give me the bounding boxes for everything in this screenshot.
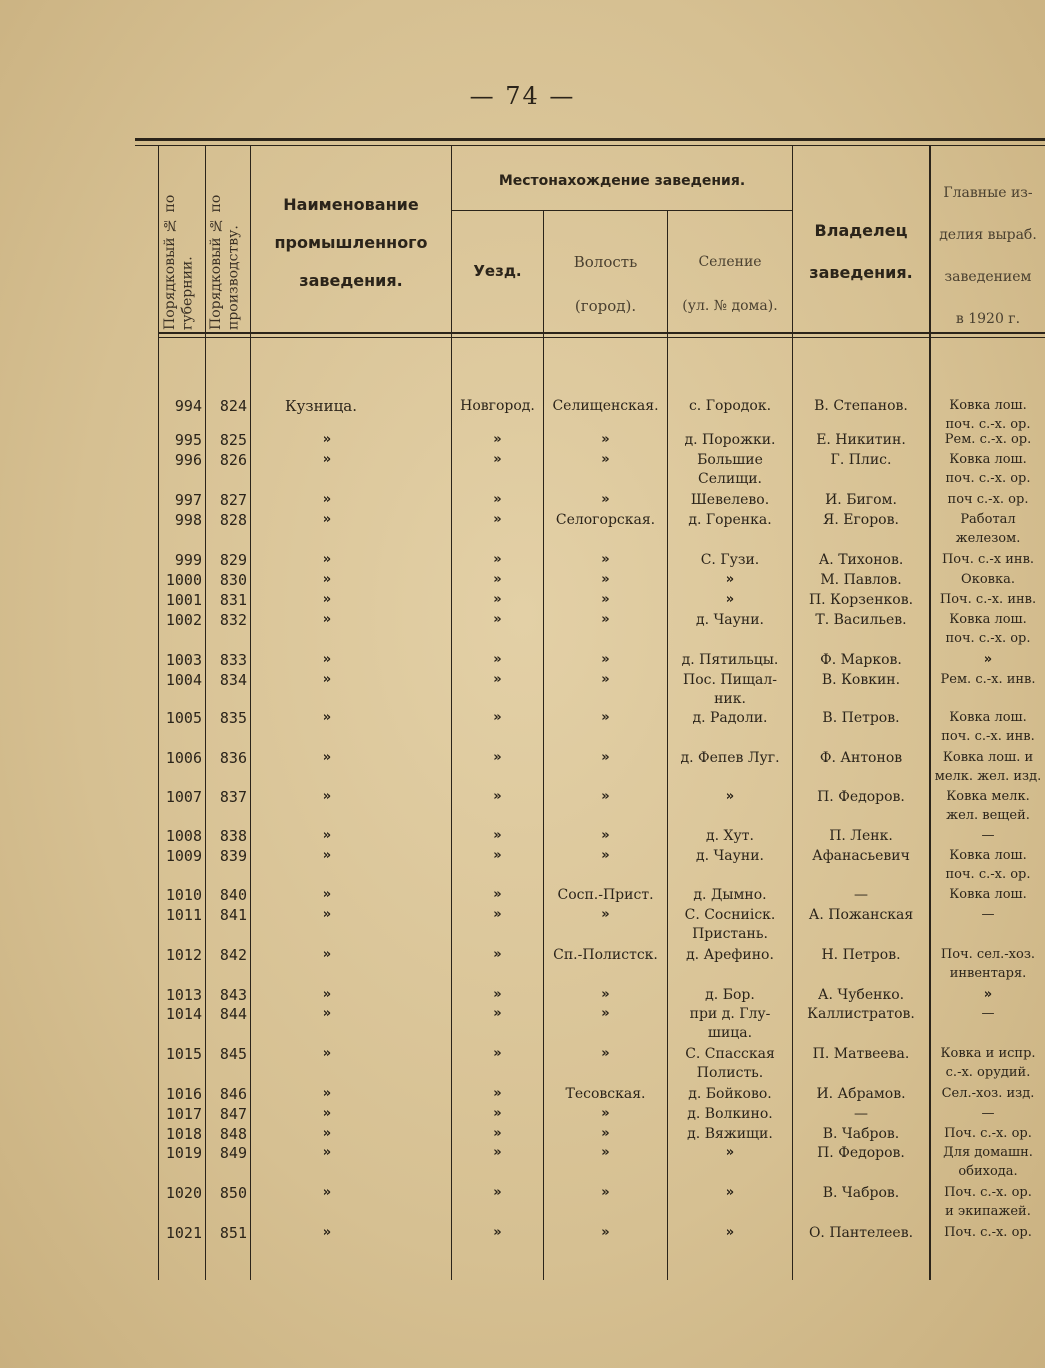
selenie-cell: д. Порожки.: [684, 432, 776, 448]
product-cell: Ковка лош. и: [942, 750, 1034, 765]
uezd-cell: »: [493, 1006, 502, 1021]
name-ditto: »: [322, 828, 332, 843]
product-cell: с.-х. орудий.: [945, 1065, 1031, 1080]
product-cell: Поч. с.-х инв.: [941, 552, 1035, 567]
uezd-cell: »: [493, 1086, 502, 1101]
gub-number: 1021: [165, 1224, 202, 1242]
owner-cell: В. Степанов.: [814, 398, 908, 414]
product-cell: »: [983, 652, 993, 667]
name-ditto: »: [322, 492, 332, 507]
volost-cell: Селогорская.: [555, 512, 656, 528]
volost-cell: Сп.-Полистск.: [553, 947, 658, 963]
prod-number: 831: [219, 591, 247, 609]
owner-cell: —: [854, 1106, 868, 1122]
gub-number: 1007: [165, 788, 202, 806]
owner-cell: М. Павлов.: [820, 572, 902, 588]
name-ditto: »: [322, 572, 332, 587]
gub-number: 1006: [165, 749, 202, 767]
product-cell: Для домашн.: [943, 1145, 1033, 1160]
volost-cell: »: [601, 789, 610, 804]
product-cell: —: [981, 907, 995, 922]
name-ditto: »: [322, 1086, 332, 1101]
uezd-cell: »: [493, 592, 502, 607]
product-cell: Ковка и испр.: [940, 1046, 1036, 1061]
name-ditto: »: [322, 1126, 332, 1141]
uezd-cell: »: [493, 572, 502, 587]
name-ditto: »: [322, 1006, 332, 1021]
selenie-cell: д. Бор.: [705, 987, 755, 1003]
uezd-cell: »: [493, 1046, 502, 1061]
gub-number: 1017: [165, 1105, 202, 1123]
prod-number: 842: [219, 946, 247, 964]
selenie-cell: ник.: [714, 691, 746, 707]
prod-number: 845: [219, 1045, 247, 1063]
volost-cell: »: [601, 1145, 610, 1160]
product-cell: —: [981, 1006, 995, 1021]
product-cell: Поч. с.-х. ор.: [944, 1225, 1032, 1240]
volost-cell: »: [601, 552, 610, 567]
product-cell: поч. с.-х. ор.: [945, 631, 1031, 646]
header-volost: Волость (город).: [573, 253, 638, 315]
selenie-cell: д. Вяжищи.: [687, 1126, 773, 1142]
uezd-cell: »: [493, 1145, 502, 1160]
uezd-cell: »: [493, 1225, 502, 1240]
owner-cell: Каллистратов.: [807, 1006, 915, 1022]
product-cell: обихода.: [958, 1164, 1018, 1179]
owner-cell: Ф. Марков.: [820, 652, 902, 668]
prod-number: 840: [219, 886, 247, 904]
uezd-cell: »: [493, 1185, 502, 1200]
volost-cell: »: [601, 907, 610, 922]
selenie-cell: »: [725, 572, 735, 587]
name-ditto: »: [322, 452, 332, 467]
name-ditto: »: [322, 612, 332, 627]
gub-number: 1003: [165, 651, 202, 669]
prod-number: 829: [219, 551, 247, 569]
gub-number: 998: [174, 511, 202, 529]
uezd-cell: »: [493, 947, 502, 962]
product-cell: поч с.-х. ор.: [947, 492, 1029, 507]
name-ditto: »: [322, 512, 332, 527]
product-cell: железом.: [955, 531, 1021, 546]
product-cell: Ковка мелк.: [946, 789, 1030, 804]
selenie-cell: »: [725, 789, 735, 804]
gub-number: 995: [174, 431, 202, 449]
product-cell: поч. с.-х. ор.: [945, 471, 1031, 486]
name-ditto: »: [322, 1106, 332, 1121]
gub-number: 996: [174, 451, 202, 469]
uezd-cell: Новгород.: [460, 398, 535, 414]
name-ditto: »: [322, 710, 332, 725]
uezd-cell: »: [493, 887, 502, 902]
prod-number: 847: [219, 1105, 247, 1123]
volost-cell: »: [601, 1106, 610, 1121]
volost-cell: Тесовская.: [565, 1086, 646, 1102]
selenie-cell: С. Гузи.: [700, 552, 760, 568]
uezd-cell: »: [493, 432, 502, 447]
prod-number: 824: [219, 397, 247, 415]
selenie-cell: Большие: [697, 452, 763, 468]
selenie-cell: д. Волкино.: [687, 1106, 773, 1122]
uezd-cell: »: [493, 652, 502, 667]
owner-cell: П. Федоров.: [817, 1145, 905, 1161]
selenie-cell: Селищи.: [697, 471, 763, 487]
owner-cell: Т. Васильев.: [815, 612, 907, 628]
selenie-cell: С. Сосниіск.: [684, 907, 776, 923]
selenie-cell: д. Горенка.: [688, 512, 772, 528]
gub-number: 1008: [165, 827, 202, 845]
owner-cell: Я. Егоров.: [823, 512, 899, 528]
gub-number: 994: [174, 397, 202, 415]
name-ditto: »: [322, 789, 332, 804]
uezd-cell: »: [493, 672, 502, 687]
volost-cell: »: [601, 750, 610, 765]
name-ditto: »: [322, 1145, 332, 1160]
owner-cell: —: [854, 887, 868, 903]
prod-number: 836: [219, 749, 247, 767]
uezd-cell: »: [493, 987, 502, 1002]
uezd-cell: »: [493, 612, 502, 627]
volost-cell: »: [601, 848, 610, 863]
gub-number: 1010: [165, 886, 202, 904]
volost-cell: Селищенская.: [552, 398, 659, 414]
prod-number: 849: [219, 1144, 247, 1162]
product-cell: инвентаря.: [949, 966, 1027, 981]
prod-number: 844: [219, 1005, 247, 1023]
name-ditto: »: [322, 887, 332, 902]
owner-cell: Афанасьевич: [812, 848, 910, 864]
prod-number: 837: [219, 788, 247, 806]
product-cell: Работал: [960, 512, 1016, 527]
selenie-cell: д. Хут.: [706, 828, 754, 844]
establishment-name: Кузница.: [285, 397, 357, 415]
owner-cell: Ф. Антонов: [819, 750, 903, 766]
product-cell: и экипажей.: [945, 1204, 1031, 1219]
selenie-cell: Полисть.: [696, 1065, 764, 1081]
prod-number: 846: [219, 1085, 247, 1103]
uezd-cell: »: [493, 848, 502, 863]
product-cell: —: [981, 828, 995, 843]
product-cell: Ковка лош.: [949, 452, 1027, 467]
header-uezd: Уезд.: [473, 262, 522, 280]
name-ditto: »: [322, 907, 332, 922]
uezd-cell: »: [493, 710, 502, 725]
product-cell: Поч. сел.-хоз.: [940, 947, 1036, 962]
volost-cell: »: [601, 452, 610, 467]
selenie-cell: Пос. Пищал-: [683, 672, 777, 688]
header-selenie: Селение (ул. № дома).: [682, 254, 778, 314]
uezd-cell: »: [493, 828, 502, 843]
volost-cell: »: [601, 1006, 610, 1021]
owner-cell: А. Пожанская: [808, 907, 914, 923]
owner-cell: И. Бигом.: [825, 492, 897, 508]
selenie-cell: С. Спасская: [685, 1046, 775, 1062]
uezd-cell: »: [493, 552, 502, 567]
gub-number: 999: [174, 551, 202, 569]
name-ditto: »: [322, 432, 332, 447]
volost-cell: »: [601, 1185, 610, 1200]
gub-number: 1009: [165, 847, 202, 865]
selenie-cell: при д. Глу-: [689, 1006, 771, 1022]
gub-number: 1019: [165, 1144, 202, 1162]
product-cell: поч. с.-х. ор.: [945, 867, 1031, 882]
selenie-cell: д. Чауни.: [695, 612, 765, 628]
gub-number: 997: [174, 491, 202, 509]
volost-cell: »: [601, 828, 610, 843]
gub-number: 1002: [165, 611, 202, 629]
volost-cell: »: [601, 672, 610, 687]
product-cell: Оковка.: [961, 572, 1015, 587]
volost-cell: »: [601, 1225, 610, 1240]
uezd-cell: »: [493, 1126, 502, 1141]
owner-cell: Н. Петров.: [821, 947, 901, 963]
selenie-cell: »: [725, 1145, 735, 1160]
volost-cell: »: [601, 1046, 610, 1061]
owner-cell: П. Ленк.: [829, 828, 893, 844]
name-ditto: »: [322, 987, 332, 1002]
prod-number: 850: [219, 1184, 247, 1202]
selenie-cell: д. Пятильцы.: [681, 652, 779, 668]
volost-cell: »: [601, 612, 610, 627]
selenie-cell: д. Чауни.: [695, 848, 765, 864]
selenie-cell: »: [725, 1225, 735, 1240]
uezd-cell: »: [493, 750, 502, 765]
name-ditto: »: [322, 1185, 332, 1200]
prod-number: 827: [219, 491, 247, 509]
uezd-cell: »: [493, 512, 502, 527]
volost-cell: »: [601, 492, 610, 507]
selenie-cell: д. Дымно.: [693, 887, 767, 903]
owner-cell: А. Чубенко.: [817, 987, 905, 1003]
product-cell: Ковка лош.: [949, 848, 1027, 863]
volost-cell: »: [601, 987, 610, 1002]
owner-cell: П. Корзенков.: [808, 592, 914, 608]
owner-cell: О. Пантелеев.: [808, 1225, 914, 1241]
name-ditto: »: [322, 672, 332, 687]
header-location: Местонахождение заведения.: [498, 173, 746, 189]
owner-cell: В. Чабров.: [822, 1185, 900, 1201]
selenie-cell: д. Радоли.: [692, 710, 768, 726]
gub-number: 1016: [165, 1085, 202, 1103]
product-cell: Поч. с.-х. ор.: [944, 1126, 1032, 1141]
prod-number: 835: [219, 709, 247, 727]
prod-number: 848: [219, 1125, 247, 1143]
prod-number: 826: [219, 451, 247, 469]
gub-number: 1020: [165, 1184, 202, 1202]
header-products: Главные из- делия выраб. заведением в 1920 г.: [939, 185, 1037, 327]
product-cell: Сел.-хоз. изд.: [941, 1086, 1035, 1101]
prod-number: 838: [219, 827, 247, 845]
product-cell: —: [981, 1106, 995, 1121]
volost-cell: »: [601, 572, 610, 587]
volost-cell: »: [601, 652, 610, 667]
product-cell: жел. вещей.: [946, 808, 1030, 823]
selenie-cell: д. Арефино.: [686, 947, 774, 963]
gub-number: 1012: [165, 946, 202, 964]
name-ditto: »: [322, 652, 332, 667]
product-cell: Ковка лош.: [949, 612, 1027, 627]
header-name: Наименование промышленного заведения.: [274, 195, 428, 290]
prod-number: 833: [219, 651, 247, 669]
product-cell: »: [983, 987, 993, 1002]
selenie-cell: »: [725, 592, 735, 607]
name-ditto: »: [322, 1046, 332, 1061]
uezd-cell: »: [493, 789, 502, 804]
prod-number: 825: [219, 431, 247, 449]
owner-cell: П. Матвеева.: [812, 1046, 910, 1062]
uezd-cell: »: [493, 452, 502, 467]
gub-number: 1018: [165, 1125, 202, 1143]
product-cell: Поч. с.-х. инв.: [939, 592, 1037, 607]
gub-number: 1001: [165, 591, 202, 609]
product-cell: Поч. с.-х. ор.: [944, 1185, 1032, 1200]
selenie-cell: шица.: [707, 1025, 753, 1041]
name-ditto: »: [322, 947, 332, 962]
selenie-cell: »: [725, 1185, 735, 1200]
selenie-cell: д. Бойково.: [688, 1086, 772, 1102]
page-number: — 74 —: [469, 82, 576, 110]
name-ditto: »: [322, 552, 332, 567]
product-cell: Ковка лош.: [949, 887, 1027, 902]
name-ditto: »: [322, 1225, 332, 1240]
gub-number: 1004: [165, 671, 202, 689]
prod-number: 828: [219, 511, 247, 529]
volost-cell: »: [601, 432, 610, 447]
uezd-cell: »: [493, 492, 502, 507]
product-cell: мелк. жел. изд.: [934, 769, 1042, 784]
owner-cell: И. Абрамов.: [816, 1086, 906, 1102]
volost-cell: »: [601, 710, 610, 725]
header-col-prod-number: Порядковый № по производству.: [208, 194, 242, 330]
owner-cell: Г. Плис.: [830, 452, 892, 468]
header-col-gub-number: Порядковый № по губернии.: [162, 194, 196, 330]
uezd-cell: »: [493, 907, 502, 922]
product-cell: Ковка лош.: [949, 398, 1027, 413]
gub-number: 1014: [165, 1005, 202, 1023]
product-cell: поч. с.-х. инв.: [941, 729, 1035, 744]
volost-cell: »: [601, 1126, 610, 1141]
prod-number: 832: [219, 611, 247, 629]
prod-number: 841: [219, 906, 247, 924]
prod-number: 834: [219, 671, 247, 689]
product-cell: Ковка лош.: [949, 710, 1027, 725]
product-cell: Рем. с.-х. ор.: [944, 432, 1032, 447]
owner-cell: В. Ковкин.: [821, 672, 901, 688]
owner-cell: П. Федоров.: [817, 789, 905, 805]
gub-number: 1011: [165, 906, 202, 924]
owner-cell: В. Чабров.: [822, 1126, 900, 1142]
owner-cell: В. Петров.: [822, 710, 900, 726]
prod-number: 830: [219, 571, 247, 589]
gub-number: 1015: [165, 1045, 202, 1063]
selenie-cell: Шевелево.: [690, 492, 770, 508]
gub-number: 1005: [165, 709, 202, 727]
gub-number: 1013: [165, 986, 202, 1004]
owner-cell: Е. Никитин.: [816, 432, 906, 448]
owner-cell: А. Тихонов.: [818, 552, 904, 568]
uezd-cell: »: [493, 1106, 502, 1121]
product-cell: поч. с.-х. ор.: [945, 417, 1031, 432]
selenie-cell: д. Фепев Луг.: [680, 750, 780, 766]
name-ditto: »: [322, 592, 332, 607]
prod-number: 843: [219, 986, 247, 1004]
selenie-cell: Пристань.: [692, 926, 768, 942]
selenie-cell: с. Городок.: [688, 398, 772, 414]
product-cell: Рем. с.-х. инв.: [940, 672, 1036, 687]
prod-number: 851: [219, 1224, 247, 1242]
volost-cell: »: [601, 592, 610, 607]
gub-number: 1000: [165, 571, 202, 589]
header-owner: Владелец заведения.: [809, 221, 913, 282]
name-ditto: »: [322, 848, 332, 863]
name-ditto: »: [322, 750, 332, 765]
volost-cell: Сосп.-Прист.: [557, 887, 654, 903]
prod-number: 839: [219, 847, 247, 865]
